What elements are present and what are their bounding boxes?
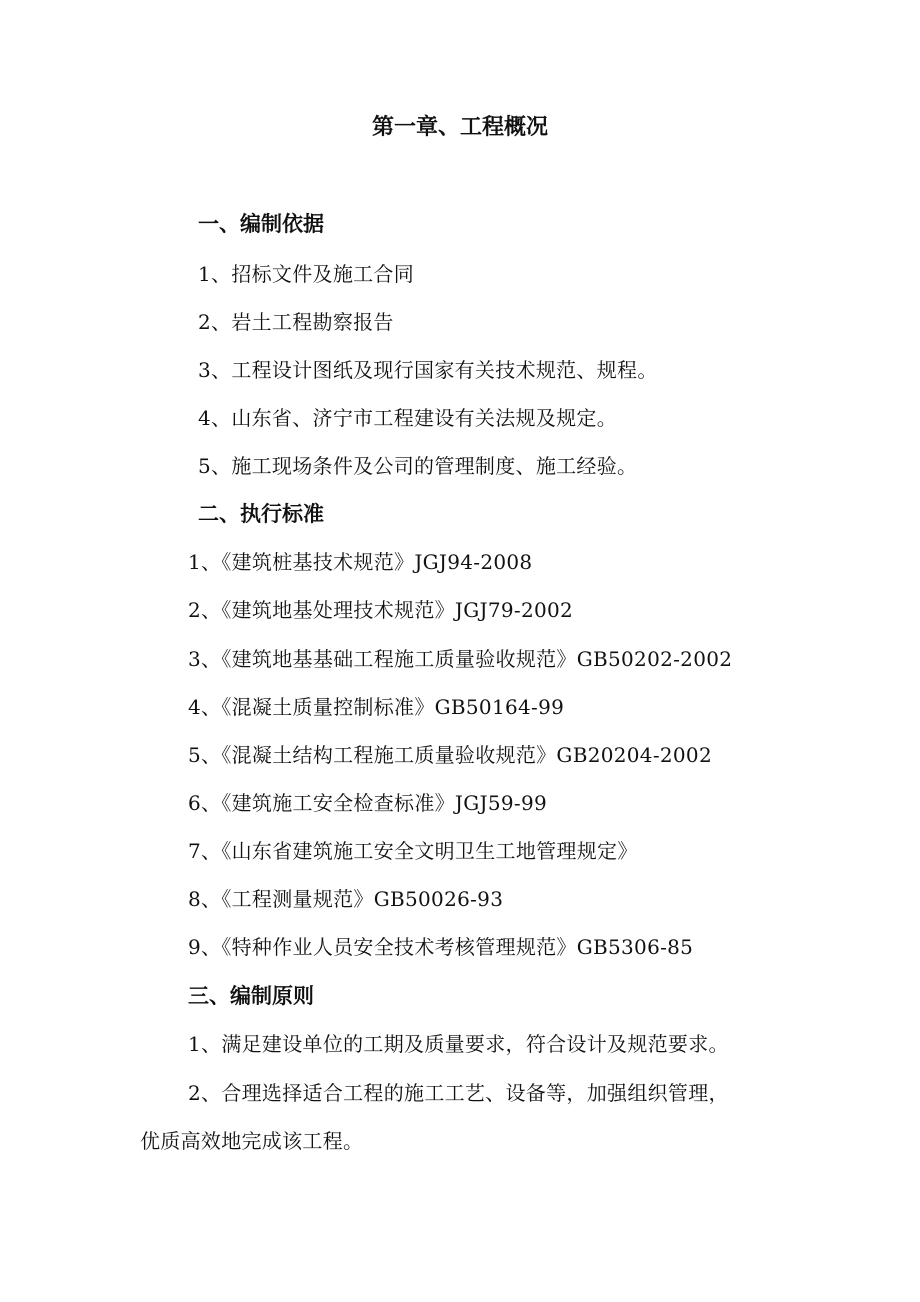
list-item: 7、《山东省建筑施工安全文明卫生工地管理规定》: [188, 839, 638, 863]
list-item-continuation: 优质高效地完成该工程。: [140, 1129, 364, 1153]
list-item: 2、岩土工程勘察报告: [198, 310, 394, 334]
list-item: 9、《特种作业人员安全技术考核管理规范》GB5306-85: [188, 935, 694, 959]
list-item: 5、施工现场条件及公司的管理制度、施工经验。: [198, 454, 638, 478]
list-item: 4、山东省、济宁市工程建设有关法规及规定。: [198, 406, 618, 430]
section-heading-principles: 三、编制原则: [188, 984, 314, 1008]
list-item: 3、工程设计图纸及现行国家有关技术规范、规程。: [198, 358, 658, 382]
list-item: 2、《建筑地基处理技术规范》JGJ79-2002: [188, 598, 574, 622]
page-title: 第一章、工程概况: [371, 115, 548, 140]
section-heading-standards: 二、执行标准: [198, 502, 324, 526]
list-item: 6、《建筑施工安全检查标准》JGJ59-99: [188, 791, 547, 815]
list-item: 5、《混凝土结构工程施工质量验收规范》GB20204-2002: [188, 743, 712, 767]
list-item: 2、合理选择适合工程的施工工艺、设备等，加强组织管理，: [188, 1081, 729, 1105]
list-item: 4、《混凝土质量控制标准》GB50164-99: [188, 695, 565, 719]
list-item: 1、《建筑桩基技术规范》JGJ94-2008: [188, 550, 533, 574]
list-item: 3、《建筑地基基础工程施工质量验收规范》GB50202-2002: [188, 647, 733, 671]
section-heading-basis: 一、编制依据: [198, 212, 324, 236]
list-item: 8、《工程测量规范》GB50026-93: [188, 887, 504, 911]
list-item: 1、满足建设单位的工期及质量要求，符合设计及规范要求。: [188, 1032, 729, 1056]
list-item: 1、招标文件及施工合同: [198, 262, 415, 286]
